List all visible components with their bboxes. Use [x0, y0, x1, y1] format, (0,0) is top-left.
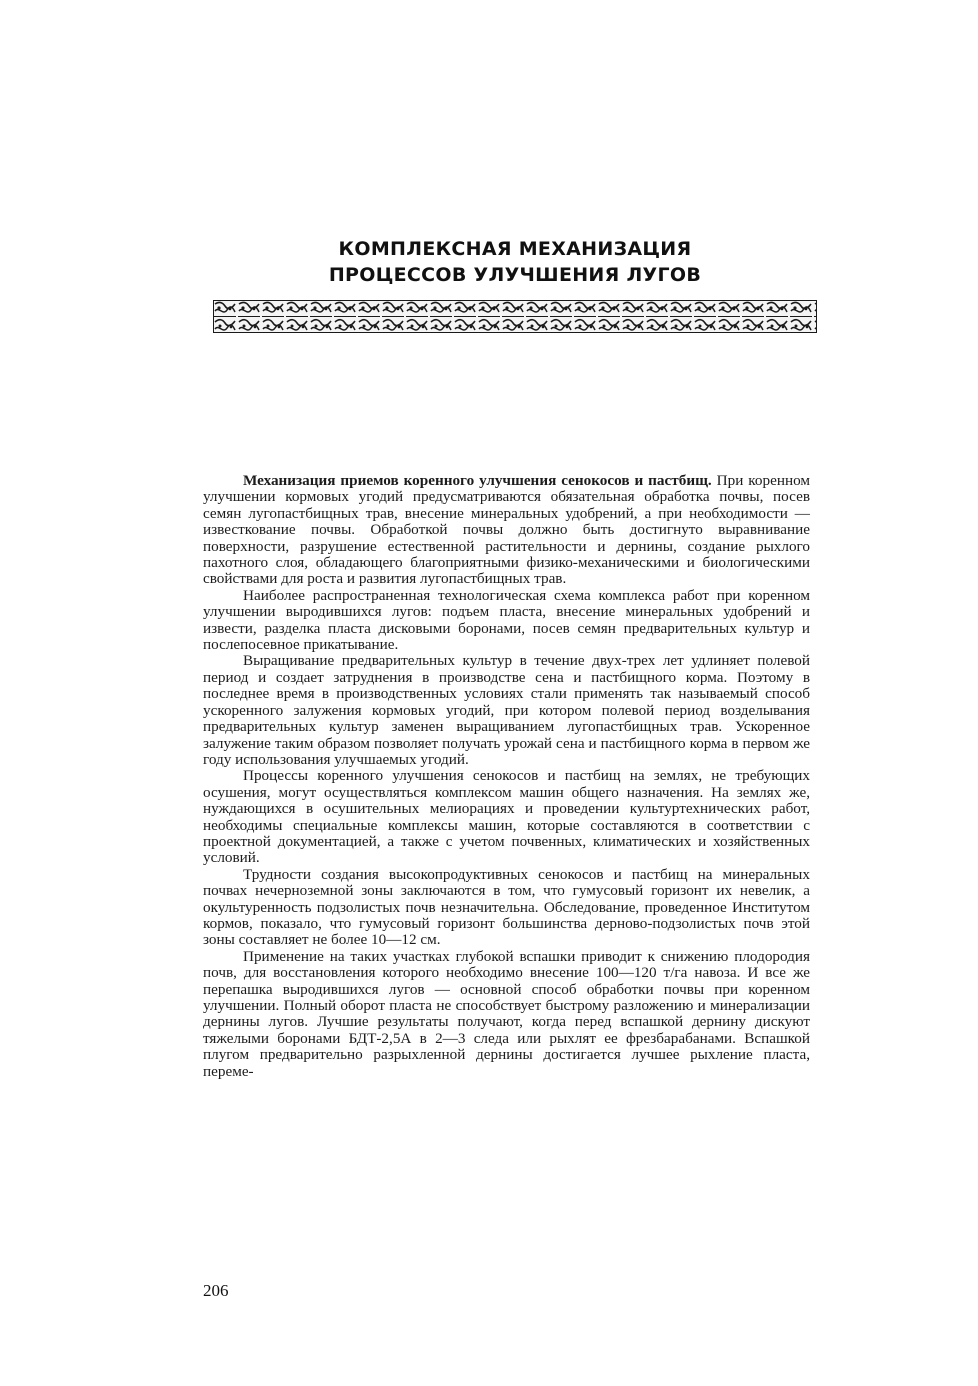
- paragraph-4: Процессы коренного улучшения сенокосов и пастбищ на землях, не требующих осушения, могут осуществляться комплексом машин общего назначения. На землях же, нуждающихся в осушительных мелиорациях и проведении культуртехнических работ, необходимы специальные комплексы машин, которые составляются в соответствии с проектной документацией, а также с учетом почвенных, климатических и хозяйственных условий.: [203, 767, 810, 867]
- chapter-title-line-2: ПРОЦЕССОВ УЛУЧШЕНИЯ ЛУГОВ: [328, 264, 702, 286]
- paragraph-1-text: При коренном улучшении кормовых угодий предусматриваются обязательная обработка почвы, посев семян лугопастбищных трав, внесение минеральных удобрений, а при необходимости — известкование почвы. Обработкой почвы должно быть достигнуто выравнивание поверхности, разрушение естественной растительности и дернины, создание рыхлого пахотного слоя, обладающего благоприятными физико-механическими и биологическими свойствами для роста и развития лугопастбищных трав.: [203, 472, 810, 588]
- paragraph-1: [203, 473, 810, 588]
- body-text: [203, 473, 810, 1080]
- paragraph-6: Применение на таких участках глубокой вспашки приводит к снижению плодородия почв, для восстановления которого необходимо внесение 100—120 т/га навоза. И все же перепашка выродившихся лугов — основной способ обработки почвы при коренном улучшении. Полный оборот пласта не способствует быстрому разложению и минерализации дернины лугов. Лучшие результаты получают, когда перед вспашкой дернину дискуют тяжелыми боронами БДТ-2,5А в 2—3 следа или рыхлят ее фрезбарабанами. Вспашкой плугом предварительно разрыхленной дернины достигается лучшее рыхление пласта, переме-: [203, 947, 810, 1080]
- chapter-title: [210, 236, 820, 288]
- paragraph-5: Трудности создания высокопродуктивных сенокосов и пастбищ на минеральных почвах нечерноземной зоны заключаются в том, что гумусовый горизонт их невелик, а окультуренность подзолистых почв незначительна. Обследование, проведенное Институтом кормов, показало, что гумусовый горизонт большинства дерново-подзолистых почв этой зоны составляет не более 10—12 см.: [203, 865, 810, 949]
- chapter-title-line-1: КОМПЛЕКСНАЯ МЕХАНИЗАЦИЯ: [338, 238, 692, 260]
- paragraph-3: Выращивание предварительных культур в течение двух-трех лет удлиняет полевой период и создает затруднения в производстве сена и пастбищного корма. Поэтому в последнее время в производственных условиях стали применять так называемый способ ускоренного залужения кормовых угодий, при котором полевой период возделывания предварительных культур заменен выращиванием лугопастбищных трав. Ускоренное залужение таким образом позволяет получать урожай сена и пастбищного корма в первом же году использования улучшаемых угодий.: [203, 652, 810, 768]
- decorative-border: [213, 300, 817, 333]
- page-number: 206: [203, 1281, 229, 1300]
- section-heading: Механизация приемов коренного улучшения сенокосов и пастбищ.: [243, 472, 712, 489]
- paragraph-2: Наиболее распространенная технологическая схема комплекса работ при коренном улучшении выродившихся лугов: подъем пласта, внесение минеральных удобрений и извести, разделка пласта дисковыми боронами, посев семян предварительных культур и послепосевное прикатывание.: [203, 586, 810, 654]
